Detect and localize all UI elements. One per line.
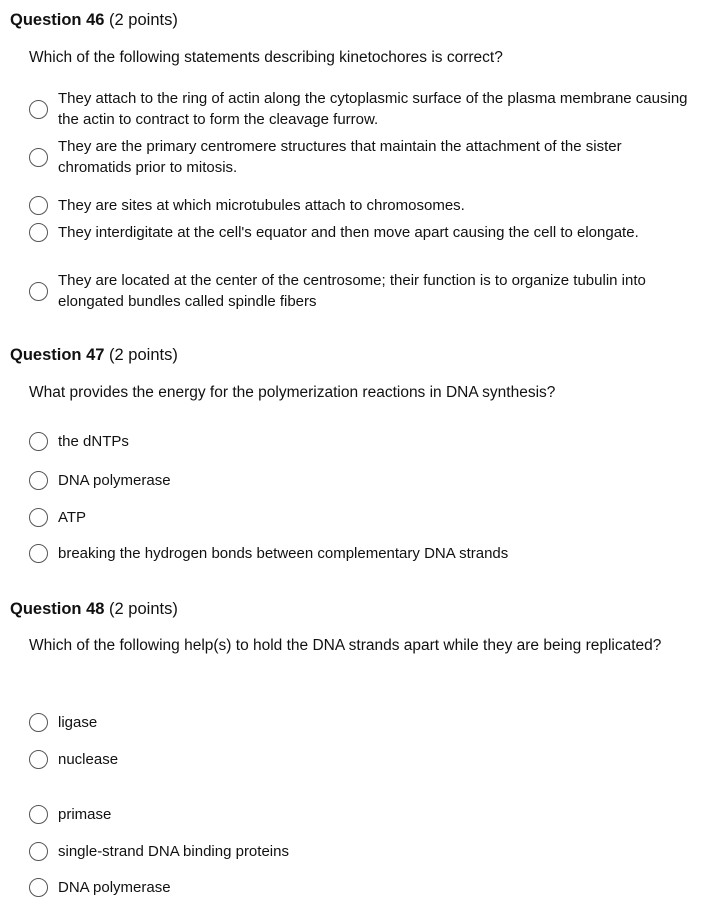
question-points: (2 points) xyxy=(109,346,178,364)
question-points: (2 points) xyxy=(109,600,178,618)
answer-option[interactable] xyxy=(29,877,699,898)
radio-button-icon[interactable] xyxy=(29,148,48,167)
answer-option-label: They attach to the ring of actin along the cytoplasmic surface of the plasma membrane causing the actin to contract to form the cleavage furrow. xyxy=(58,90,688,128)
answer-option-label: DNA polymerase xyxy=(58,472,171,489)
answer-option[interactable] xyxy=(29,749,699,770)
question-title: Question 46 xyxy=(10,11,105,29)
answer-option[interactable] xyxy=(29,543,699,564)
answer-option[interactable] xyxy=(29,470,699,491)
answer-option-label: They are sites at which microtubules attach to chromosomes. xyxy=(58,197,465,214)
answer-option[interactable] xyxy=(29,804,699,825)
radio-button-icon[interactable] xyxy=(29,196,48,215)
question-47-header xyxy=(10,345,178,365)
radio-button-icon[interactable] xyxy=(29,100,48,119)
question-prompt: Which of the following help(s) to hold the DNA strands apart while they are being replicated? xyxy=(29,637,662,654)
radio-button-icon[interactable] xyxy=(29,223,48,242)
answer-option[interactable] xyxy=(29,431,699,452)
question-prompt: Which of the following statements describing kinetochores is correct? xyxy=(29,49,503,66)
answer-option[interactable] xyxy=(29,222,699,243)
radio-button-icon[interactable] xyxy=(29,842,48,861)
question-title: Question 47 xyxy=(10,346,105,364)
answer-option-label: nuclease xyxy=(58,751,119,768)
answer-option-label: They are located at the center of the centrosome; their function is to organize tubulin into elongated bundles called spindle fibers xyxy=(58,272,646,310)
radio-button-icon[interactable] xyxy=(29,282,48,301)
answer-option-label: primase xyxy=(58,806,112,823)
radio-button-icon[interactable] xyxy=(29,713,48,732)
radio-button-icon[interactable] xyxy=(29,805,48,824)
radio-button-icon[interactable] xyxy=(29,878,48,897)
answer-option-label: ligase xyxy=(58,714,98,731)
question-prompt: What provides the energy for the polymerization reactions in DNA synthesis? xyxy=(29,384,556,401)
answer-option[interactable] xyxy=(29,195,699,216)
answer-option-label: single-strand DNA binding proteins xyxy=(58,843,289,860)
question-46-header xyxy=(10,10,178,30)
answer-option-label: the dNTPs xyxy=(58,433,129,450)
radio-button-icon[interactable] xyxy=(29,750,48,769)
radio-button-icon[interactable] xyxy=(29,544,48,563)
answer-option-label: DNA polymerase xyxy=(58,879,171,896)
answer-option[interactable] xyxy=(29,841,699,862)
answer-option-label: They interdigitate at the cell's equator and then move apart causing the cell to elongate. xyxy=(58,224,639,241)
answer-option[interactable] xyxy=(29,270,699,312)
question-title: Question 48 xyxy=(10,600,105,618)
answer-option[interactable] xyxy=(29,712,699,733)
answer-option[interactable] xyxy=(29,88,699,130)
radio-button-icon[interactable] xyxy=(29,471,48,490)
answer-option-label: breaking the hydrogen bonds between complementary DNA strands xyxy=(58,545,509,562)
answer-option-label: They are the primary centromere structures that maintain the attachment of the sister chromatids prior to mitosis. xyxy=(58,138,622,176)
question-48-header xyxy=(10,599,178,619)
answer-option-label: ATP xyxy=(58,509,87,526)
radio-button-icon[interactable] xyxy=(29,508,48,527)
question-points: (2 points) xyxy=(109,11,178,29)
radio-button-icon[interactable] xyxy=(29,432,48,451)
answer-option[interactable] xyxy=(29,507,699,528)
answer-option[interactable] xyxy=(29,136,699,178)
